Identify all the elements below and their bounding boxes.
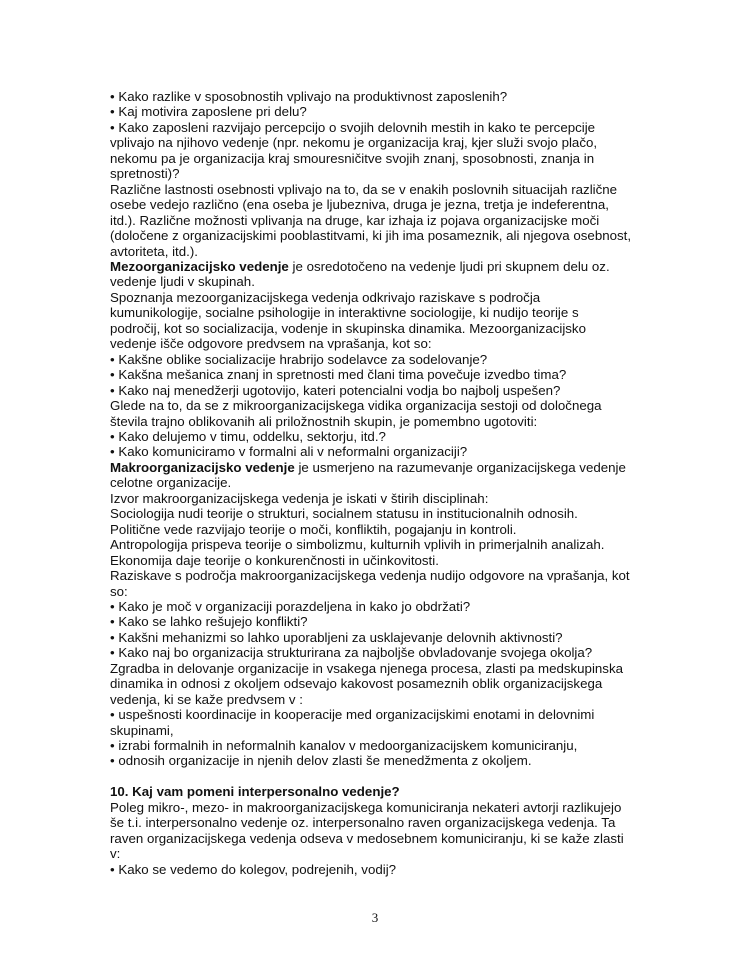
line-text: • Kako se vedemo do kolegov, podrejenih, vodij?: [110, 861, 397, 877]
text-line: [110, 166, 650, 181]
text-line: [110, 398, 650, 413]
text-line: [110, 336, 650, 351]
bold-term: Makroorganizacijsko vedenje: [110, 459, 295, 475]
line-text: vedenja, ki se kaže predvsem v :: [110, 691, 303, 707]
line-text: Sociologija nudi teorije o strukturi, socialnem statusu in institucionalnih odnosih.: [110, 506, 578, 522]
line-text: Glede na to, da se z mikroorganizacijskega vidika organizacija sestoji od določnega: [110, 398, 602, 414]
line-text: • Kako razlike v sposobnostih vplivajo na produktivnost zaposlenih?: [110, 89, 508, 104]
text-line: [110, 645, 650, 660]
text-line: [110, 182, 650, 197]
text-line: [110, 475, 650, 490]
line-text: Različne lastnosti osebnosti vplivajo na to, da se v enakih poslovnih situacijah različne: [110, 181, 618, 197]
line-text: vedenje išče odgovore predvsem na vprašanja, kot so:: [110, 336, 432, 352]
text-line: [110, 89, 650, 104]
line-text: • Kakšni mehanizmi so lahko uporabljeni za usklajevanje delovnih aktivnosti?: [110, 629, 563, 645]
text-line: [110, 553, 650, 568]
line-text: • odnosih organizacije in njenih delov zlasti še menedžmenta z okoljem.: [110, 753, 532, 769]
line-text: Antropologija prispeva teorije o simbolizmu, kulturnih vplivih in primerjalnih analizah.: [110, 537, 605, 553]
line-text: področij, kot so socializacija, vodenje in skupinska dinamika. Mezoorganizacijsko: [110, 320, 586, 336]
text-line: [110, 630, 650, 645]
line-text: avtoriteta, itd.).: [110, 243, 198, 259]
line-text: je usmerjeno na razumevanje organizacijskega vedenje: [294, 459, 626, 475]
line-text: • uspešnosti koordinacije in kooperacije med organizacijskimi enotami in delovnimi: [110, 707, 595, 723]
text-line: [110, 491, 650, 506]
text-line: [110, 599, 650, 614]
text-line: [110, 274, 650, 289]
text-line: [110, 444, 650, 459]
line-text: vplivajo na njihovo vedenje (npr. nekomu je organizacija kraj, kjer služi svojo plačo,: [110, 135, 598, 151]
line-text: Politične vede razvijajo teorije o moči, konfliktih, pogajanju in kontroli.: [110, 521, 517, 537]
line-text: Spoznanja mezoorganizacijskega vedenja odkrivajo raziskave s področja: [110, 289, 541, 305]
line-text: • Kako naj bo organizacija strukturirana za najboljše obvladovanje svojega okolja?: [110, 645, 593, 661]
line-text: še t.i. interpersonalno vedenje oz. interpersonalno raven organizacijskega vedenja. Ta: [110, 815, 616, 831]
bold-term: Mezoorganizacijsko vedenje: [110, 258, 289, 274]
line-text: • Kakšne oblike socializacije hrabrijo sodelavce za sodelovanje?: [110, 351, 488, 367]
line-text: števila trajno oblikovanih ali priložnostnih skupin, je pomembno ugotoviti:: [110, 413, 538, 429]
page-number: 3: [371, 910, 379, 925]
text-line: [110, 707, 650, 722]
text-line: [110, 522, 650, 537]
line-text: • izrabi formalnih in neformalnih kanalov v medoorganizacijskem komuniciranju,: [110, 738, 578, 754]
line-text: • Kako zaposleni razvijajo percepcijo o svojih delovnih mestih in kako te percepcije: [110, 119, 596, 135]
line-text: dinamika in odnosi z okoljem odsevajo kakovost posameznih oblik organizacijskega: [110, 676, 603, 692]
text-line: [110, 723, 650, 738]
text-line: [110, 614, 650, 629]
text-line: [110, 228, 650, 243]
text-line: [110, 383, 650, 398]
text-line: [110, 104, 650, 119]
text-line: [110, 259, 650, 274]
line-text: • Kakšna mešanica znanj in spretnosti med člani tima povečuje izvedbo tima?: [110, 367, 567, 383]
text-line: [110, 753, 650, 768]
text-line: [110, 367, 650, 382]
text-line: [110, 213, 650, 228]
line-text: • Kako naj menedžerji ugotovijo, kateri potencialni vodja bo najbolj uspešen?: [110, 382, 561, 398]
bold-term: 10. Kaj vam pomeni interpersonalno vedenje?: [110, 784, 400, 800]
text-line: [110, 846, 650, 861]
text-line: [110, 352, 650, 367]
line-text: je osredotočeno na vedenje ljudi pri skupnem delu oz.: [288, 258, 610, 274]
line-text: skupinami,: [110, 722, 174, 738]
line-text: celotne organizacije.: [110, 475, 232, 491]
line-text: nekomu pa je organizacija kraj smouresničitve svojih znanj, sposobnosti, znanja in: [110, 150, 595, 166]
text-line: [110, 784, 650, 799]
line-text: Raziskave s področja makroorganizacijskega vedenja nudijo odgovore na vprašanja, kot: [110, 568, 630, 584]
line-text: kumunikologije, socialne psihologije in interaktivne sociologije, ki nudijo teorije s: [110, 305, 579, 321]
text-line: [110, 537, 650, 552]
text-line: [110, 244, 650, 259]
line-text: • Kako delujemo v timu, oddelku, sektorju, itd.?: [110, 428, 386, 444]
line-text: Ekonomija daje teorije o konkurenčnosti in učinkovitosti.: [110, 552, 439, 568]
line-text: v:: [110, 846, 121, 862]
text-line: [110, 290, 650, 305]
line-text: Izvor makroorganizacijskega vedenja je iskati v štirih disciplinah:: [110, 490, 489, 506]
text-line: [110, 862, 650, 877]
text-line: [110, 661, 650, 676]
line-text: • Kako je moč v organizaciji porazdeljena in kako jo obdržati?: [110, 598, 471, 614]
line-text: Poleg mikro-, mezo- in makroorganizacijskega komuniciranja nekateri avtorji razlikujejo: [110, 799, 622, 815]
document-body: [110, 89, 650, 877]
line-text: (določene z organizacijskimi pooblastitvami, ki jih ima posameznik, ali njegova osebnost,: [110, 228, 632, 244]
text-line: [110, 151, 650, 166]
line-text: itd.). Različne možnosti vplivanja na druge, kar izhaja iz pojava organizacijske moči: [110, 212, 600, 228]
text-line: [110, 738, 650, 753]
line-text: Zgradba in delovanje organizacije in vsakega njenega procesa, zlasti pa medskupinska: [110, 660, 623, 676]
text-line: [110, 584, 650, 599]
text-line: [110, 831, 650, 846]
text-line: [110, 506, 650, 521]
line-text: osebe vedejo različno (ena oseba je ljubezniva, druga je jezna, tretja je indeferentna,: [110, 197, 609, 213]
text-line: [110, 568, 650, 583]
text-line: [110, 305, 650, 320]
line-text: so:: [110, 583, 128, 599]
text-line: [110, 429, 650, 444]
text-line: [110, 120, 650, 135]
text-line: [110, 460, 650, 475]
text-line: [110, 135, 650, 150]
text-line: [110, 815, 650, 830]
text-line: [110, 800, 650, 815]
text-line: [110, 321, 650, 336]
line-text: spretnosti)?: [110, 166, 180, 182]
text-line: [110, 692, 650, 707]
line-text: • Kako komuniciramo v formalni ali v neformalni organizaciji?: [110, 444, 468, 460]
text-line: [110, 769, 650, 784]
text-line: [110, 414, 650, 429]
line-text: • Kaj motivira zaposlene pri delu?: [110, 104, 307, 120]
text-line: [110, 197, 650, 212]
text-line: [110, 676, 650, 691]
line-text: raven organizacijskega vedenja odseva v medosebnem komuniciranju, ki se kaže zlasti: [110, 830, 624, 846]
line-text: • Kako se lahko rešujejo konflikti?: [110, 614, 308, 630]
line-text: vedenje ljudi v skupinah.: [110, 274, 255, 290]
